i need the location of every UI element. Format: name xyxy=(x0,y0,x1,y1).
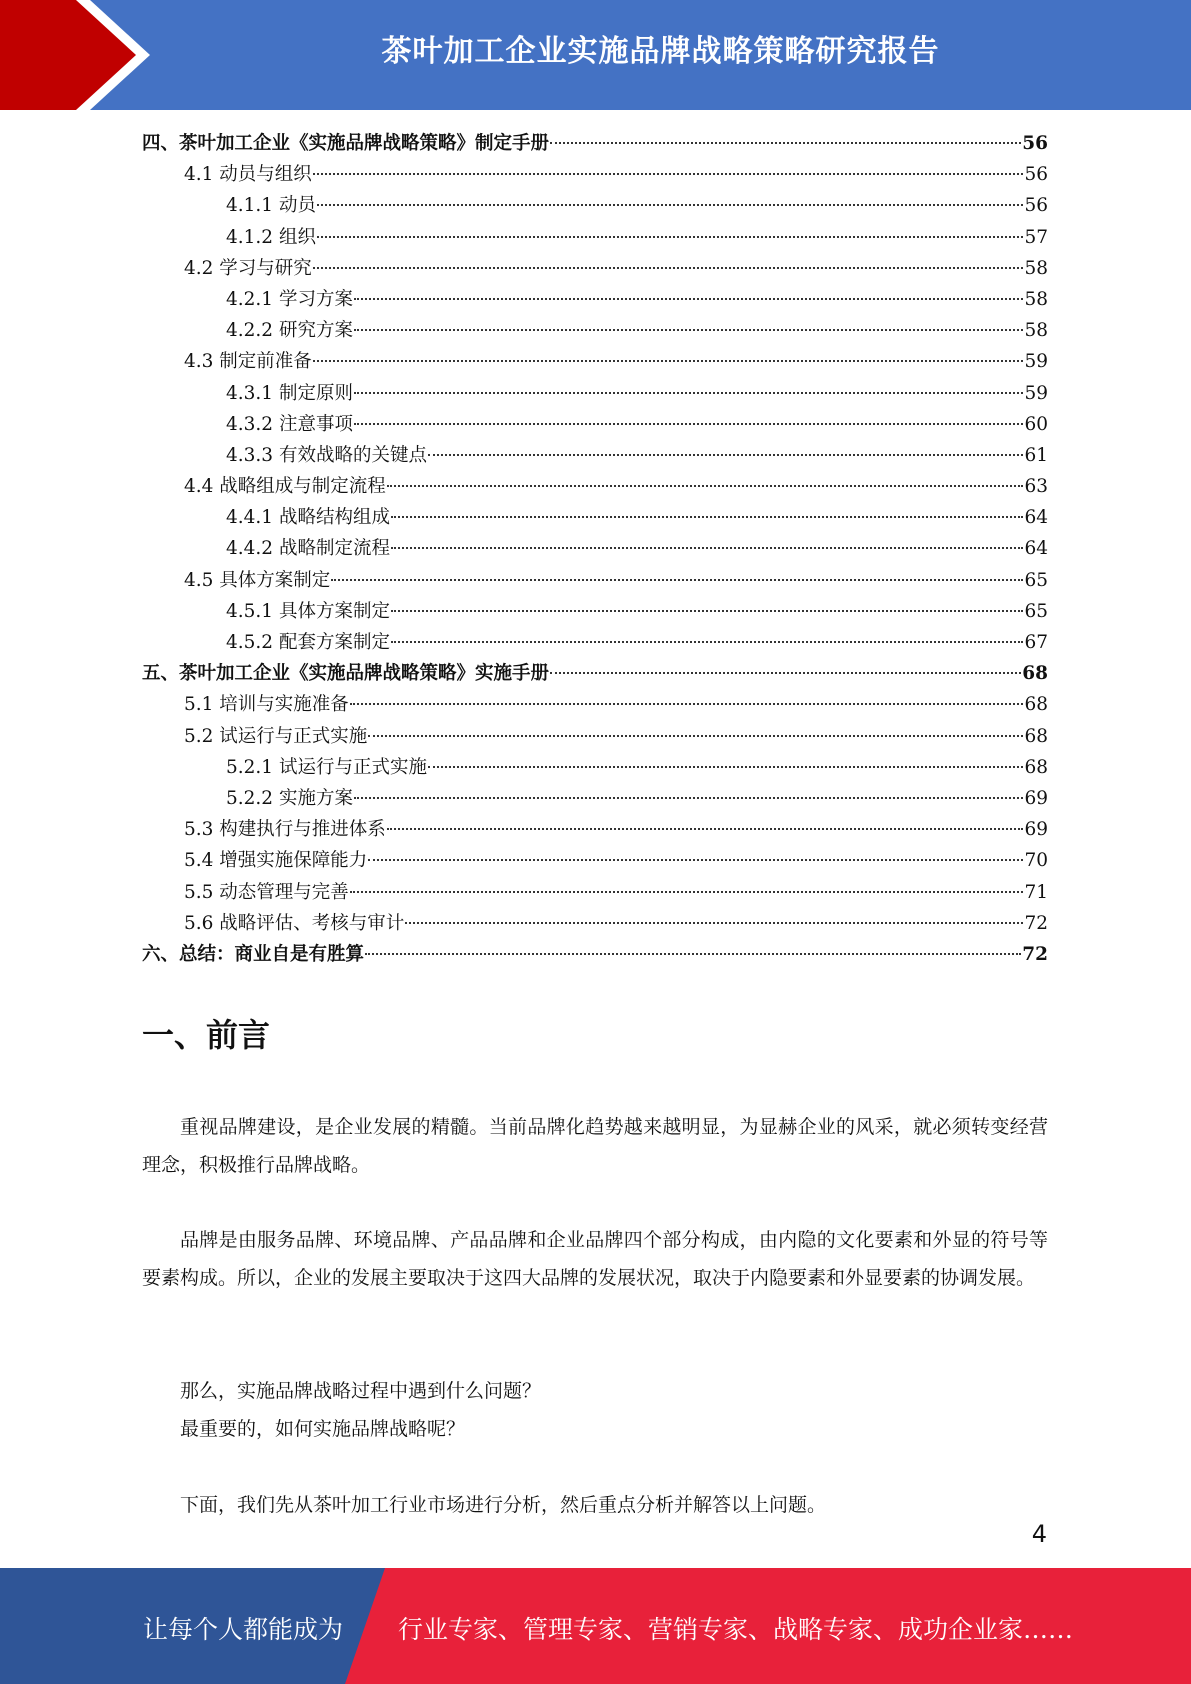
toc-entry-page: 63 xyxy=(1024,476,1048,498)
toc-dot-leader xyxy=(391,610,1023,612)
paragraph-1: 重视品牌建设，是企业发展的精髓。当前品牌化趋势越来越明显，为显赫企业的风采，就必须转变经营理念，积极推行品牌战略。 xyxy=(142,1116,1048,1176)
toc-entry-page: 61 xyxy=(1024,444,1048,466)
toc-entry-page: 56 xyxy=(1024,164,1048,186)
toc-dot-leader xyxy=(428,766,1023,768)
toc-entry-page: 69 xyxy=(1024,819,1048,841)
toc-entry[interactable] xyxy=(142,284,1048,315)
toc-entry-label: 4.2 学习与研究 xyxy=(184,257,312,279)
toc-entry-label: 4.3.3 有效战略的关键点 xyxy=(226,444,427,466)
toc-dot-leader xyxy=(387,485,1024,487)
toc-dot-leader xyxy=(391,641,1023,643)
toc-dot-leader xyxy=(365,953,1021,955)
toc-entry-label: 4.1.2 组织 xyxy=(226,226,316,248)
toc-dot-leader xyxy=(354,423,1024,425)
toc-entry-page: 58 xyxy=(1024,288,1048,310)
page-footer xyxy=(0,1568,1191,1684)
toc-entry-label: 5.4 增强实施保障能力 xyxy=(184,850,368,872)
toc-entry[interactable] xyxy=(142,409,1048,440)
toc-entry-page: 69 xyxy=(1024,787,1048,809)
toc-entry[interactable] xyxy=(142,752,1048,783)
toc-entry[interactable] xyxy=(142,908,1048,939)
toc-entry-label: 4.3.1 制定原则 xyxy=(226,382,353,404)
toc-entry-page: 56 xyxy=(1024,195,1048,217)
toc-dot-leader xyxy=(354,797,1024,799)
toc-entry[interactable] xyxy=(142,939,1048,970)
toc-entry-page: 65 xyxy=(1024,600,1048,622)
paragraph-4: 最重要的，如何实施品牌战略呢？ xyxy=(180,1418,466,1440)
toc-entry-label: 4.5.2 配套方案制定 xyxy=(226,632,390,653)
toc-entry[interactable] xyxy=(142,845,1048,876)
page-number: 4 xyxy=(1031,1520,1047,1548)
toc-entry-page: 64 xyxy=(1024,507,1048,529)
toc-dot-leader xyxy=(350,891,1024,893)
table-of-contents xyxy=(142,128,1048,970)
toc-entry-page: 71 xyxy=(1024,881,1048,903)
toc-entry[interactable] xyxy=(142,721,1048,752)
paragraph-5: 下面，我们先从茶叶加工行业市场进行分析，然后重点分析并解答以上问题。 xyxy=(180,1494,827,1516)
section-heading: 一、前言 xyxy=(142,1016,271,1054)
toc-entry-label: 5.5 动态管理与完善 xyxy=(184,881,349,903)
toc-entry[interactable] xyxy=(142,689,1048,720)
toc-entry-label: 4.1 动员与组织 xyxy=(184,164,312,186)
toc-entry[interactable] xyxy=(142,627,1048,658)
toc-entry[interactable] xyxy=(142,814,1048,845)
toc-entry[interactable] xyxy=(142,440,1048,471)
toc-dot-leader xyxy=(391,547,1023,549)
toc-entry-page: 70 xyxy=(1024,850,1048,872)
toc-dot-leader xyxy=(405,922,1023,924)
toc-dot-leader xyxy=(317,204,1024,206)
paragraph-3: 那么，实施品牌战略过程中遇到什么问题？ xyxy=(180,1380,542,1402)
toc-entry-label: 4.3.2 注意事项 xyxy=(226,413,353,435)
toc-dot-leader xyxy=(391,516,1023,518)
toc-entry[interactable] xyxy=(142,315,1048,346)
toc-dot-leader xyxy=(313,360,1024,362)
toc-entry[interactable] xyxy=(142,502,1048,533)
toc-entry[interactable] xyxy=(142,346,1048,377)
toc-entry[interactable] xyxy=(142,877,1048,908)
toc-dot-leader xyxy=(313,267,1024,269)
toc-entry-page: 72 xyxy=(1024,912,1048,934)
toc-dot-leader xyxy=(354,392,1024,394)
toc-entry[interactable] xyxy=(142,159,1048,190)
toc-entry[interactable] xyxy=(142,533,1048,564)
toc-entry-label: 4.4.2 战略制定流程 xyxy=(226,538,390,560)
toc-entry-label: 5.2.2 实施方案 xyxy=(226,787,353,809)
footer-slogan-left: 让每个人都能成为 xyxy=(143,1615,344,1644)
toc-entry-page: 64 xyxy=(1024,538,1048,560)
toc-entry-label: 5.2 试运行与正式实施 xyxy=(184,725,368,747)
toc-entry-label: 5.1 培训与实施准备 xyxy=(184,694,349,716)
toc-entry-page: 56 xyxy=(1022,133,1048,154)
toc-entry[interactable] xyxy=(142,565,1048,596)
toc-entry[interactable] xyxy=(142,471,1048,502)
toc-dot-leader xyxy=(313,173,1024,175)
toc-entry-label: 4.3 制定前准备 xyxy=(184,351,312,373)
toc-dot-leader xyxy=(550,672,1021,674)
toc-dot-leader xyxy=(354,329,1024,331)
toc-entry-page: 72 xyxy=(1022,943,1048,965)
toc-entry-label: 4.4.1 战略结构组成 xyxy=(226,507,390,529)
toc-entry-page: 65 xyxy=(1024,569,1048,591)
toc-entry-label: 4.1.1 动员 xyxy=(226,195,316,217)
toc-entry-label: 4.5 具体方案制定 xyxy=(184,569,331,591)
toc-entry-page: 67 xyxy=(1024,632,1048,653)
toc-entry-label: 4.2.2 研究方案 xyxy=(226,320,353,342)
toc-dot-leader xyxy=(350,703,1024,705)
toc-entry-label: 5.3 构建执行与推进体系 xyxy=(184,819,386,841)
toc-entry-page: 58 xyxy=(1024,257,1048,279)
toc-entry-page: 58 xyxy=(1024,320,1048,342)
toc-dot-leader xyxy=(368,859,1023,861)
toc-entry-page: 60 xyxy=(1024,413,1048,435)
toc-entry-label: 4.5.1 具体方案制定 xyxy=(226,600,390,622)
toc-entry-page: 57 xyxy=(1024,226,1048,248)
toc-entry-label: 五、茶叶加工企业《实施品牌战略策略》实施手册 xyxy=(142,663,550,685)
toc-entry-label: 4.2.1 学习方案 xyxy=(226,288,353,310)
toc-entry-label: 四、茶叶加工企业《实施品牌战略策略》制定手册 xyxy=(142,133,550,154)
footer-slogan-right: 行业专家、管理专家、营销专家、战略专家、成功企业家…… xyxy=(398,1615,1074,1644)
toc-entry[interactable] xyxy=(142,783,1048,814)
toc-entry-page: 68 xyxy=(1024,756,1048,778)
toc-entry-label: 5.6 战略评估、考核与审计 xyxy=(184,912,405,934)
paragraph-2: 品牌是由服务品牌、环境品牌、产品品牌和企业品牌四个部分构成，由内隐的文化要素和外显的符号等要素构成。所以，企业的发展主要取决于这四大品牌的发展状况，取决于内隐要素和外显要素的协调发展。 xyxy=(142,1229,1048,1289)
toc-dot-leader xyxy=(428,454,1023,456)
toc-dot-leader xyxy=(550,142,1021,144)
toc-entry[interactable] xyxy=(142,596,1048,627)
toc-dot-leader xyxy=(387,828,1024,830)
page-header xyxy=(0,0,1191,110)
toc-entry[interactable] xyxy=(142,378,1048,409)
toc-entry[interactable] xyxy=(142,128,1048,159)
toc-dot-leader xyxy=(368,735,1023,737)
toc-entry-label: 4.4 战略组成与制定流程 xyxy=(184,476,386,498)
toc-entry[interactable] xyxy=(142,253,1048,284)
document-title: 茶叶加工企业实施品牌战略策略研究报告 xyxy=(381,34,940,69)
toc-dot-leader xyxy=(317,236,1024,238)
toc-entry-page: 68 xyxy=(1022,663,1048,685)
toc-entry[interactable] xyxy=(142,658,1048,689)
toc-entry-page: 59 xyxy=(1024,351,1048,373)
toc-entry[interactable] xyxy=(142,222,1048,253)
toc-entry-page: 68 xyxy=(1024,694,1048,716)
toc-entry-label: 5.2.1 试运行与正式实施 xyxy=(226,756,427,778)
toc-dot-leader xyxy=(331,579,1023,581)
toc-dot-leader xyxy=(354,298,1024,300)
toc-entry-page: 68 xyxy=(1024,725,1048,747)
toc-entry[interactable] xyxy=(142,190,1048,221)
toc-entry-page: 59 xyxy=(1024,382,1048,404)
toc-entry-label: 六、总结：商业自是有胜算 xyxy=(142,943,365,965)
